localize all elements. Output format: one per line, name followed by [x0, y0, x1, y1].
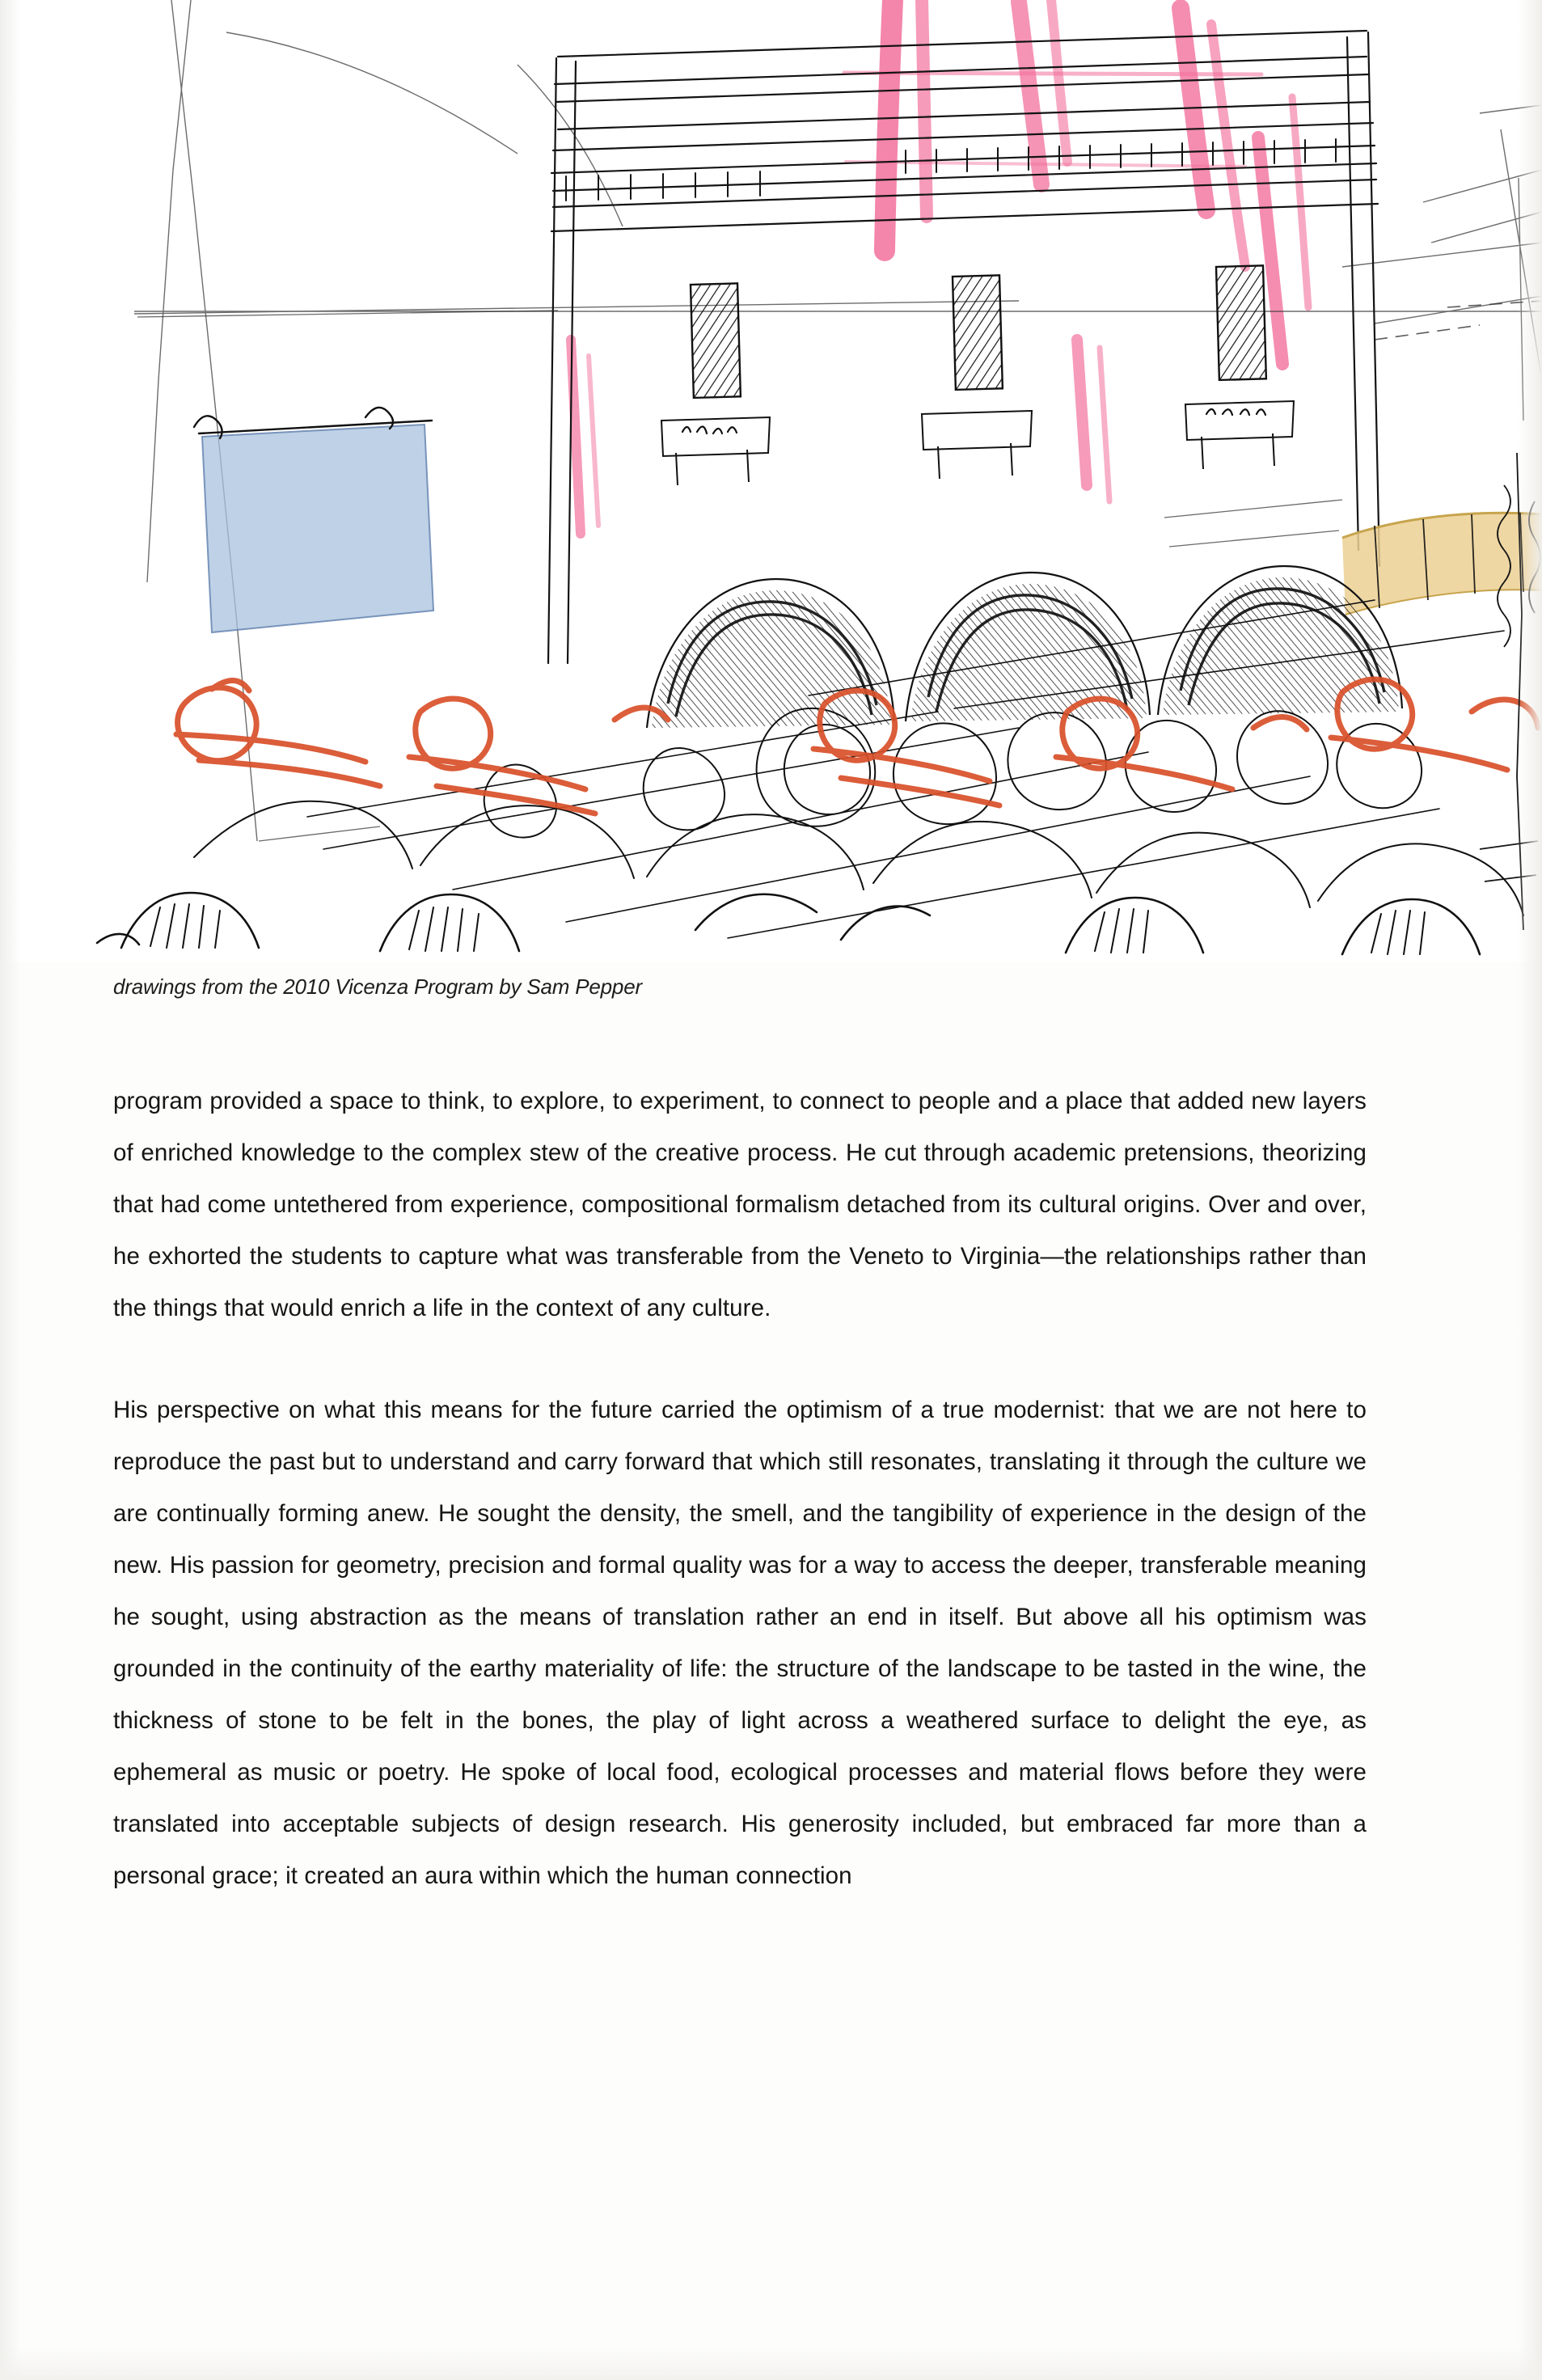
body-text-column — [113, 1076, 1367, 1902]
figure-caption: drawings from the 2010 Vicenza Program by Sam Pepper — [113, 974, 642, 999]
paragraph-2: His perspective on what this means for the future carried the optimism of a true modernist: that we are not here to reproduce the past but to understand and carry forward that which still resonates, translating it through the culture we are continually forming anew. He sought the density, the smell, and the tangibility of experience in the design of the new. His passion for geometry, precision and formal quality was for a way to access the deeper, transferable meaning he sought, using abstraction as the means of translation rather an end in itself. But above all his optimism was grounded in the continuity of the earthy materiality of life: the structure of the landscape to be tasted in the wine, the thickness of stone to be felt in the bones, the play of light across a weathered surface to delight the eye, as ephemeral as music or poetry. He spoke of local food, ecological processes and material flows before they were translated into acceptable subjects of design research. His generosity included, but embraced far more than a personal grace; it created an aura within which the human connection — [113, 1397, 1367, 1889]
blue-banner — [194, 408, 433, 632]
sketch-illustration — [0, 0, 1542, 962]
scan-edge-bottom — [0, 2348, 1542, 2380]
scan-edge-right — [1518, 0, 1542, 2380]
scan-edge-left — [0, 0, 21, 2380]
paragraph-1: program provided a space to think, to explore, to experiment, to connect to people and a place that added new layers of enriched knowledge to the complex stew of the creative process. He cut through academic pretensions, theorizing that had come untethered from experience, compositional formalism detached from its cultural origins. Over and over, he exhorted the students to capture what was transferable from the Veneto to Virginia—the relationships rather than the things that would enrich a life in the context of any culture. — [113, 1088, 1367, 1321]
